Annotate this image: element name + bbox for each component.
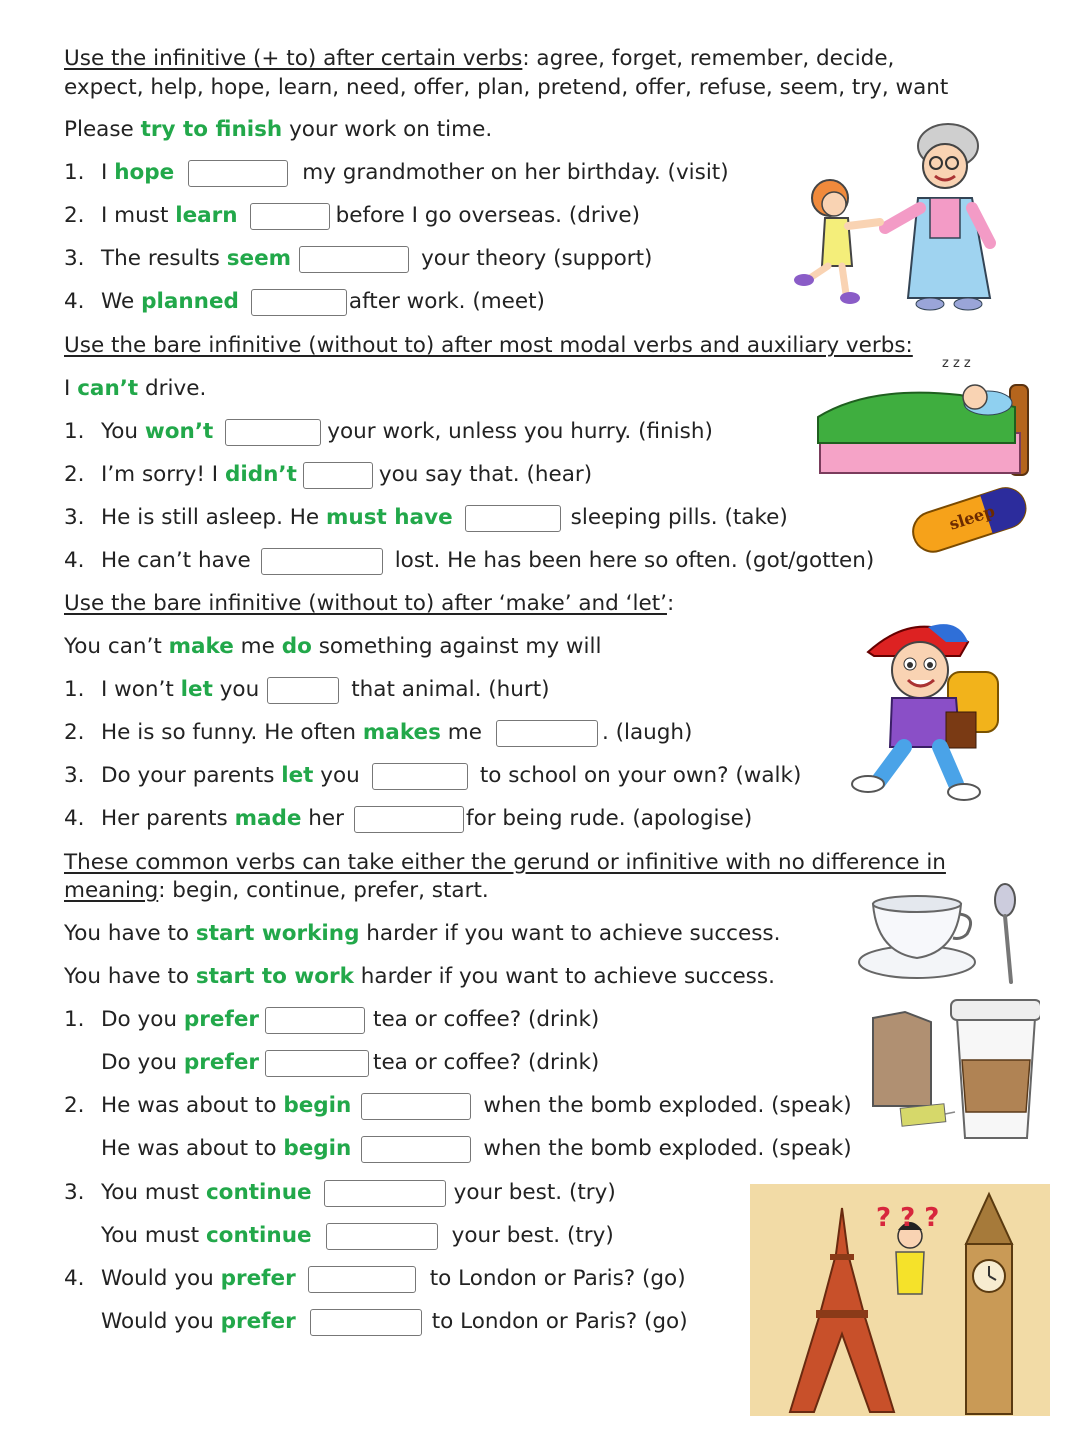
answer-input[interactable] bbox=[225, 419, 321, 446]
item-number: 2. bbox=[64, 1093, 85, 1118]
exercise-item bbox=[64, 546, 874, 575]
answer-input[interactable] bbox=[299, 246, 409, 273]
section4-example-2 bbox=[64, 962, 775, 991]
answer-input[interactable] bbox=[265, 1007, 365, 1034]
answer-input[interactable] bbox=[251, 289, 347, 316]
item-number: 4. bbox=[64, 806, 85, 831]
section3-heading-tail: : bbox=[666, 591, 675, 616]
item-text: I won’t bbox=[101, 677, 181, 702]
example-keyword: can’t bbox=[77, 376, 139, 401]
item-keyword: continue bbox=[205, 1223, 312, 1248]
section4-heading-line2 bbox=[64, 876, 489, 905]
item-keyword: hope bbox=[114, 160, 175, 185]
exercise-item bbox=[64, 1134, 852, 1163]
item-text: for being rude. (apologise) bbox=[466, 806, 753, 831]
sleeping-person-illustration bbox=[810, 345, 1035, 480]
exercise-item bbox=[64, 417, 713, 446]
answer-input[interactable] bbox=[496, 720, 598, 747]
section4-heading-tail: : begin, continue, prefer, start. bbox=[158, 878, 489, 903]
section3-heading bbox=[64, 589, 674, 618]
item-text: to London or Paris? (go) bbox=[429, 1266, 686, 1291]
item-text: Do you bbox=[101, 1007, 184, 1032]
item-text: your best. (try) bbox=[451, 1223, 614, 1248]
item-text: to London or Paris? (go) bbox=[431, 1309, 688, 1334]
section2-heading: Use the bare infinitive (without to) after most modal verbs and auxiliary verbs: bbox=[64, 333, 913, 358]
item-number: 2. bbox=[64, 203, 85, 228]
item-keyword: seem bbox=[226, 246, 292, 271]
exercise-item bbox=[64, 1005, 599, 1034]
answer-input[interactable] bbox=[354, 806, 464, 833]
zzz-text: z z z bbox=[942, 356, 971, 371]
section4-heading-underlined: meaning bbox=[64, 878, 159, 903]
exercise-item bbox=[64, 804, 752, 833]
section4-example-1 bbox=[64, 919, 780, 948]
section3-heading-underlined: Use the bare infinitive (without to) after ‘make’ and ‘let’ bbox=[64, 591, 667, 616]
exercise-item bbox=[64, 503, 788, 532]
item-keyword: must have bbox=[325, 505, 453, 530]
section1-heading-underlined: Use the infinitive (+ to) after certain verbs bbox=[64, 46, 523, 71]
exercise-item bbox=[64, 1307, 688, 1336]
item-text: . (laugh) bbox=[601, 720, 693, 745]
example-text: I bbox=[64, 376, 78, 401]
example-text: harder if you want to achieve success. bbox=[353, 964, 775, 989]
item-text: I must bbox=[101, 203, 176, 228]
section1-heading bbox=[64, 44, 894, 73]
item-keyword: prefer bbox=[220, 1266, 296, 1291]
question-marks: ? ? ? bbox=[876, 1203, 940, 1233]
item-keyword: learn bbox=[175, 203, 238, 228]
item-text: He is so funny. He often bbox=[101, 720, 363, 745]
item-number: 2. bbox=[64, 720, 85, 745]
exercise-item bbox=[64, 460, 592, 489]
section2-example bbox=[64, 374, 206, 403]
item-keyword: let bbox=[281, 763, 314, 788]
answer-input[interactable] bbox=[250, 203, 330, 230]
exercise-item bbox=[64, 1264, 686, 1293]
item-text: tea or coffee? (drink) bbox=[373, 1050, 600, 1075]
item-text: Her parents bbox=[101, 806, 235, 831]
section1-verb-list: expect, help, hope, learn, need, offer, plan, pretend, offer, refuse, seem, try, want bbox=[64, 75, 949, 100]
item-text: You bbox=[101, 419, 145, 444]
schoolboy-illustration bbox=[848, 612, 1008, 802]
example-text: your work on time. bbox=[282, 117, 493, 142]
answer-input[interactable] bbox=[188, 160, 288, 187]
item-text: your theory (support) bbox=[421, 246, 653, 271]
exercise-item bbox=[64, 1178, 616, 1207]
example-text: harder if you want to achieve success. bbox=[359, 921, 781, 946]
example-text: drive. bbox=[138, 376, 207, 401]
item-text: when the bomb exploded. (speak) bbox=[483, 1093, 852, 1118]
example-keyword: start working bbox=[195, 921, 360, 946]
item-keyword: planned bbox=[141, 289, 239, 314]
section3-example bbox=[64, 632, 601, 661]
example-text: You have to bbox=[64, 964, 196, 989]
item-text: you bbox=[313, 763, 360, 788]
answer-input[interactable] bbox=[261, 548, 383, 575]
item-keyword: prefer bbox=[220, 1309, 296, 1334]
answer-input[interactable] bbox=[326, 1223, 438, 1250]
item-keyword: made bbox=[234, 806, 302, 831]
item-text: to school on your own? (walk) bbox=[479, 763, 802, 788]
item-keyword: prefer bbox=[183, 1007, 260, 1032]
example-text: You can’t bbox=[64, 634, 169, 659]
exercise-item bbox=[64, 1221, 614, 1250]
item-text: you bbox=[212, 677, 260, 702]
item-text: He was about to bbox=[101, 1093, 284, 1118]
item-keyword: makes bbox=[362, 720, 441, 745]
item-number: 3. bbox=[64, 505, 85, 530]
exercise-item bbox=[64, 675, 550, 704]
example-text: Please bbox=[64, 117, 141, 142]
item-text: her bbox=[301, 806, 344, 831]
item-number: 2. bbox=[64, 462, 85, 487]
example-text: something against my will bbox=[311, 634, 602, 659]
item-number: 3. bbox=[64, 246, 85, 271]
item-text: that animal. (hurt) bbox=[351, 677, 550, 702]
item-text: your work, unless you hurry. (finish) bbox=[327, 419, 713, 444]
item-text: me bbox=[440, 720, 482, 745]
item-text: lost. He has been here so often. (got/gotten) bbox=[394, 548, 875, 573]
item-text: sleeping pills. (take) bbox=[570, 505, 788, 530]
example-text: You have to bbox=[64, 921, 196, 946]
item-number: 1. bbox=[64, 677, 85, 702]
item-text: He can’t have bbox=[101, 548, 251, 573]
answer-input[interactable] bbox=[310, 1309, 422, 1336]
example-keyword: start to work bbox=[195, 964, 354, 989]
item-number: 3. bbox=[64, 1180, 85, 1205]
item-text: You must bbox=[101, 1223, 206, 1248]
example-keyword: make bbox=[168, 634, 234, 659]
answer-input[interactable] bbox=[361, 1093, 471, 1120]
item-text: my grandmother on her birthday. (visit) bbox=[302, 160, 729, 185]
item-text: Do you bbox=[101, 1050, 184, 1075]
item-number: 3. bbox=[64, 763, 85, 788]
example-keyword: try to finish bbox=[140, 117, 283, 142]
example-text: me bbox=[233, 634, 282, 659]
item-text: Would you bbox=[101, 1309, 221, 1334]
paris-london-illustration bbox=[750, 1184, 1050, 1416]
answer-input[interactable] bbox=[465, 505, 561, 532]
item-text: before I go overseas. (drive) bbox=[335, 203, 641, 228]
answer-input[interactable] bbox=[372, 763, 468, 790]
item-text: your best. (try) bbox=[453, 1180, 616, 1205]
section1-example bbox=[64, 115, 492, 144]
item-text: He was about to bbox=[101, 1136, 284, 1161]
item-keyword: begin bbox=[283, 1136, 352, 1161]
exercise-item bbox=[64, 1048, 599, 1077]
item-text: I bbox=[101, 160, 115, 185]
grandmother-child-illustration bbox=[790, 118, 1000, 316]
exercise-item bbox=[64, 201, 640, 230]
teacup-spoon-illustration bbox=[855, 882, 1030, 987]
item-number: 1. bbox=[64, 160, 85, 185]
item-text: He is still asleep. He bbox=[101, 505, 326, 530]
exercise-item bbox=[64, 718, 692, 747]
exercise-item bbox=[64, 287, 545, 316]
exercise-item bbox=[64, 1091, 852, 1120]
answer-input[interactable] bbox=[265, 1050, 369, 1077]
item-number: 4. bbox=[64, 1266, 85, 1291]
example-keyword: do bbox=[281, 634, 312, 659]
exercise-item bbox=[64, 244, 652, 273]
item-text: You must bbox=[101, 1180, 206, 1205]
item-keyword: prefer bbox=[183, 1050, 260, 1075]
item-number: 4. bbox=[64, 548, 85, 573]
answer-input[interactable] bbox=[361, 1136, 471, 1163]
answer-input[interactable] bbox=[267, 677, 339, 704]
item-text: We bbox=[101, 289, 142, 314]
item-text: you say that. (hear) bbox=[378, 462, 593, 487]
answer-input[interactable] bbox=[303, 462, 373, 489]
item-text: The results bbox=[101, 246, 227, 271]
pill-label: sleep bbox=[946, 501, 998, 534]
section4-heading-line1: These common verbs can take either the gerund or infinitive with no difference in bbox=[64, 850, 946, 875]
item-keyword: won’t bbox=[144, 419, 214, 444]
answer-input[interactable] bbox=[308, 1266, 416, 1293]
item-text: tea or coffee? (drink) bbox=[373, 1007, 600, 1032]
item-number: 4. bbox=[64, 289, 85, 314]
teabag-coffee-illustration bbox=[865, 988, 1040, 1143]
item-number: 1. bbox=[64, 419, 85, 444]
section1-heading-tail: : agree, forget, remember, decide, bbox=[522, 46, 895, 71]
exercise-item bbox=[64, 158, 729, 187]
item-text: Do your parents bbox=[101, 763, 282, 788]
item-keyword: let bbox=[180, 677, 213, 702]
exercise-item bbox=[64, 761, 801, 790]
answer-input[interactable] bbox=[324, 1180, 446, 1207]
item-text: when the bomb exploded. (speak) bbox=[483, 1136, 852, 1161]
item-keyword: didn’t bbox=[224, 462, 297, 487]
item-number: 1. bbox=[64, 1007, 85, 1032]
item-text: Would you bbox=[101, 1266, 221, 1291]
item-keyword: begin bbox=[283, 1093, 352, 1118]
item-text: I’m sorry! I bbox=[101, 462, 225, 487]
item-text: after work. (meet) bbox=[348, 289, 545, 314]
sleeping-pill-illustration bbox=[903, 478, 1035, 560]
item-keyword: continue bbox=[205, 1180, 312, 1205]
